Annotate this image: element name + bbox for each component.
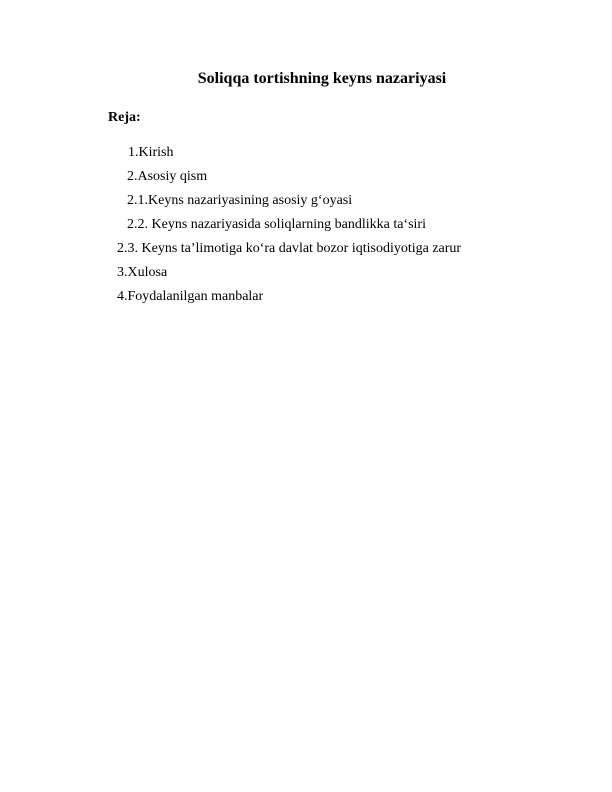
plan-item-introduction: 1.Kirish	[128, 145, 174, 160]
plan-item-state-market: 2.3. Keyns ta’limotiga ko‘ra davlat bozor iqtisodiyotiga zarur	[117, 241, 462, 256]
plan-item-main-part: 2.Asosiy qism	[127, 169, 208, 184]
plan-heading: Reja:	[108, 110, 141, 125]
plan-item-conclusion: 3.Xulosa	[117, 265, 168, 280]
plan-item-references: 4.Foydalanilgan manbalar	[117, 289, 264, 304]
document-title: Soliqqa tortishning keyns nazariyasi	[197, 70, 447, 87]
plan-item-tax-employment: 2.2. Keyns nazariyasida soliqlarning bandlikka ta‘siri	[127, 217, 426, 232]
plan-item-main-idea: 2.1.Keyns nazariyasining asosiy g‘oyasi	[127, 193, 353, 208]
